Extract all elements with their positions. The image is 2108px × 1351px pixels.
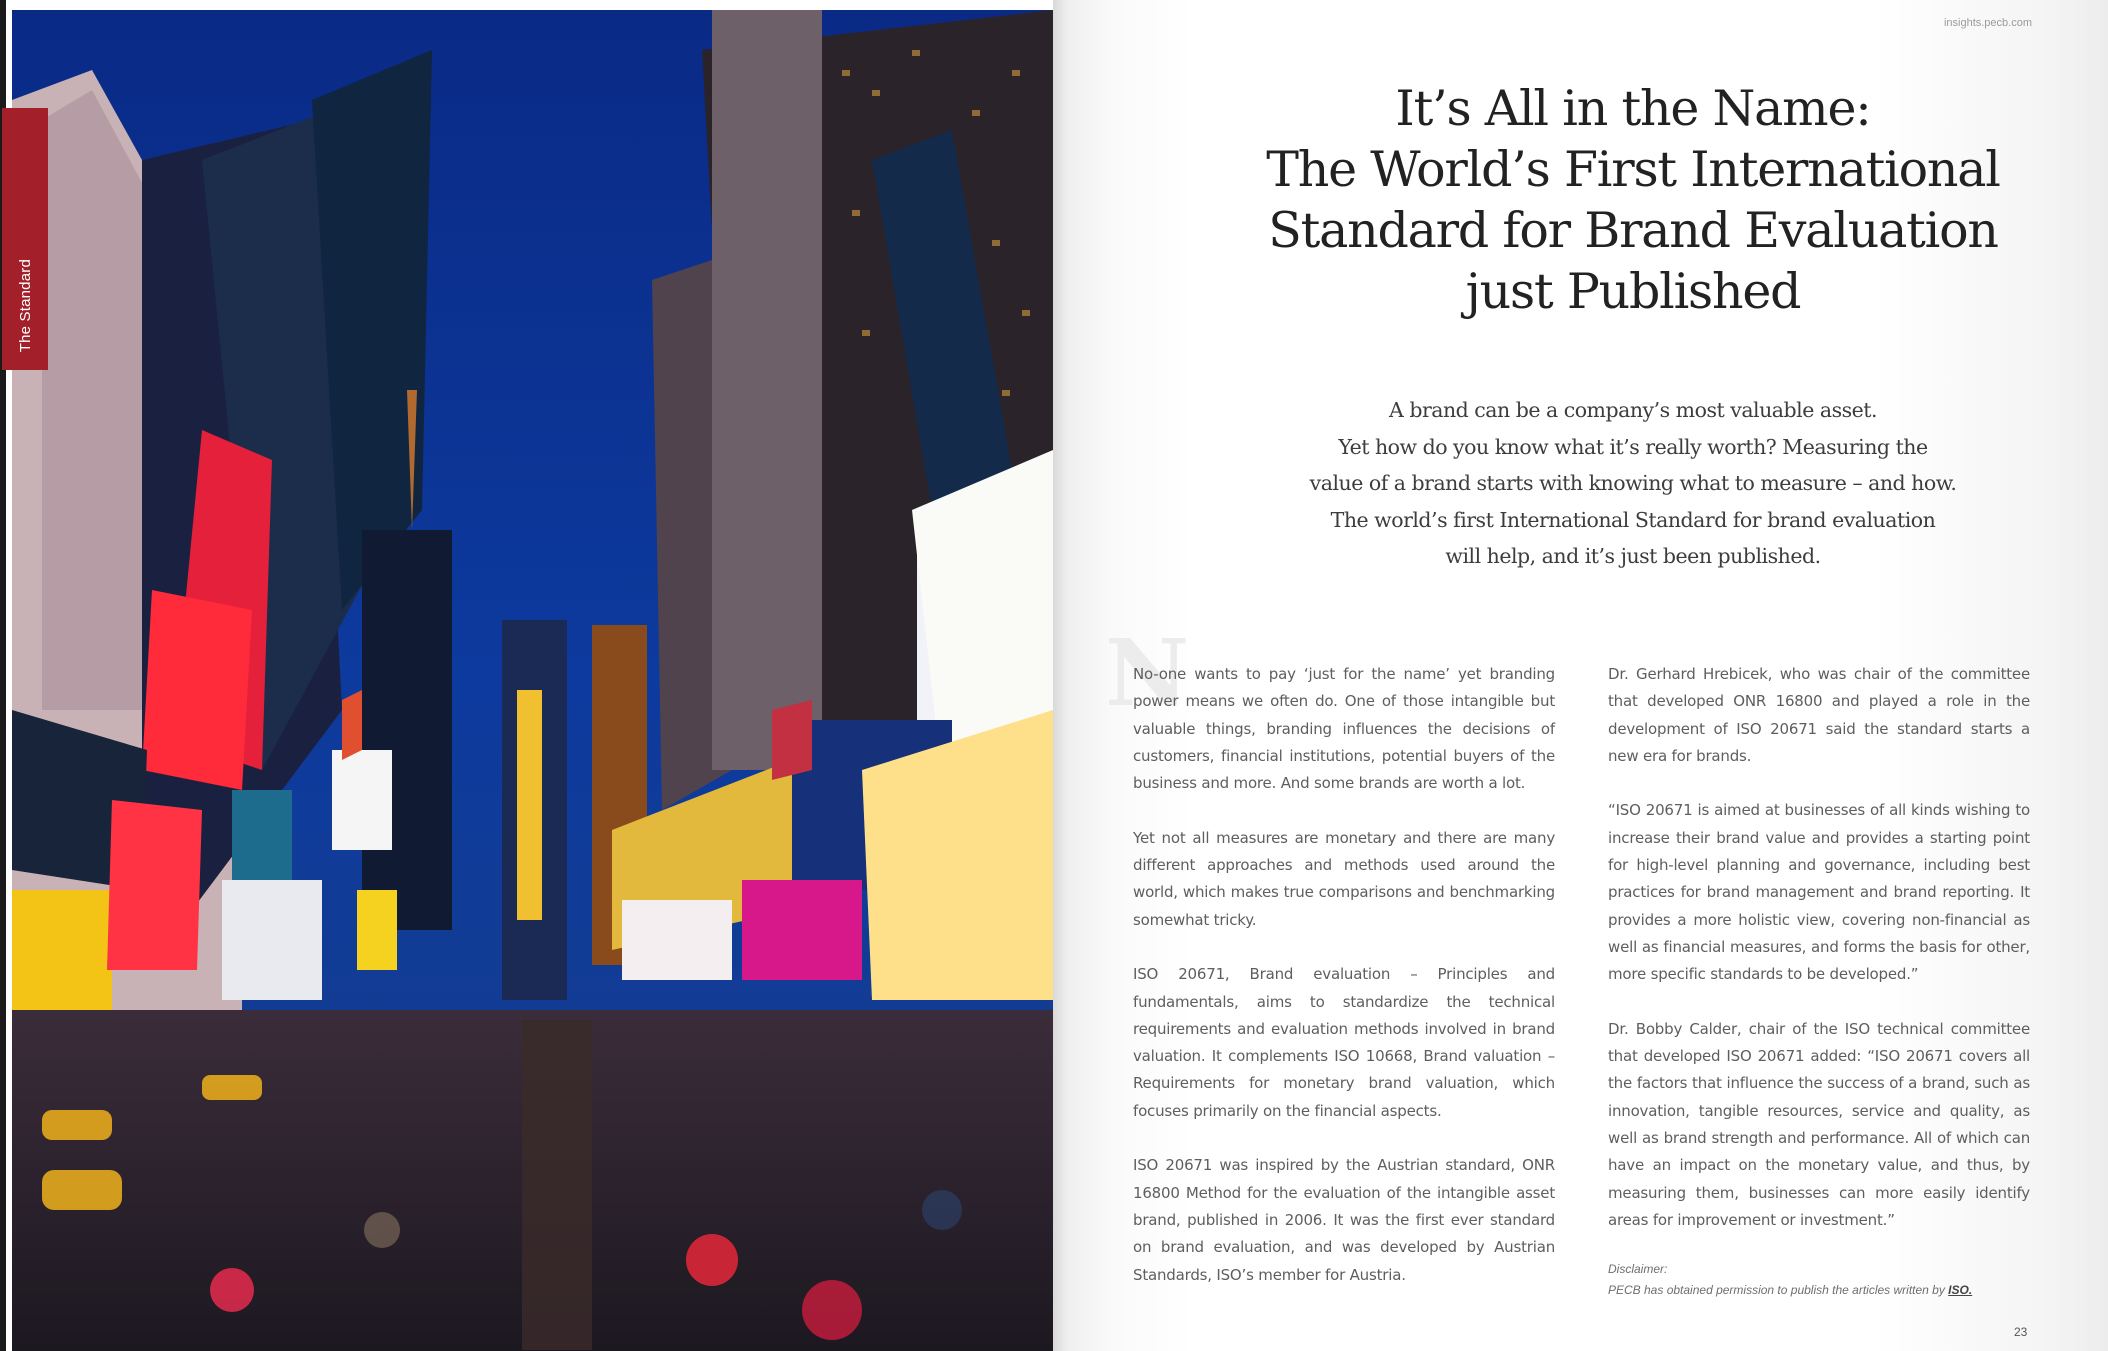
body-paragraph: “ISO 20671 is aimed at businesses of all kinds wishing to increase their brand value and provides a starting point for high-level planning and governance, including best practices for brand management and brand reporting. It provides a more holistic view, covering non-financial as well as financial measures, and forms the basis for other, more specific standards to be developed.” [1608, 801, 2030, 984]
times-square-photo [12, 10, 1053, 1351]
body-paragraph: Dr. Gerhard Hrebicek, who was chair of the committee that developed ONR 16800 and played a role in the development of ISO 20671 said the standard starts a new era for brands. [1608, 665, 2030, 765]
article-standfirst [1223, 392, 2043, 575]
left-page [0, 0, 1053, 1351]
standfirst-line: Yet how do you know what it’s really worth? Measuring the [1338, 434, 1928, 459]
standfirst-line: A brand can be a company’s most valuable asset. [1389, 398, 1877, 422]
title-line: The World’s First International [1266, 141, 2000, 198]
body-column-1 [1133, 661, 1555, 1316]
title-line: It’s All in the Name: [1395, 80, 1871, 137]
section-tab [2, 108, 48, 370]
drop-cap: N [1105, 619, 1190, 727]
iso-link[interactable]: ISO. [1948, 1283, 1973, 1297]
standfirst-line: The world’s first International Standard for brand evaluation [1330, 507, 1936, 532]
standfirst-line: will help, and it’s just been published. [1445, 544, 1821, 568]
body-column-2 [1608, 661, 2030, 1262]
body-paragraph: Yet not all measures are monetary and there are many different approaches and methods used around the world, which makes true comparisons and benchmarking somewhat tricky. [1133, 828, 1555, 929]
title-line: Standard for Brand Evaluation [1268, 202, 1998, 259]
standfirst-line: value of a brand starts with knowing what to measure – and how. [1309, 471, 1957, 495]
body-paragraph: Dr. Bobby Calder, chair of the ISO technical committee that developed ISO 20671 added: “ISO 20671 covers all the factors that influence the success of a brand, such as innovation, tangible resources, service and quality, as well as brand strength and performance. All of which can have an impact on the monetary value, and thus, by measuring them, businesses can more easily identify areas for improvement or investment.” [1608, 1019, 2030, 1229]
body-paragraph: ISO 20671, Brand evaluation – Principles and fundamentals, aims to standardize the technical requirements and evaluation methods involved in brand valuation. It complements ISO 10668, Brand valuation – Requirements for monetary brand valuation, which focuses primarily on the financial aspects. [1133, 965, 1555, 1120]
title-line: just Published [1465, 263, 1801, 320]
site-url: insights.pecb.com [1943, 17, 2032, 29]
body-paragraph: ISO 20671 was inspired by the Austrian standard, ONR 16800 Method for the evaluation of the intangible asset brand, published in 2006. It was the first ever standard on brand evaluation, and was developed by Austrian Standards, ISO’s member for Austria. [1133, 1156, 1555, 1284]
section-tab-label: The Standard [16, 258, 34, 352]
disclaimer [1608, 1259, 2088, 1301]
page-number: 23 [2014, 1325, 2028, 1339]
body-paragraph: No-one wants to pay ‘just for the name’ yet branding power means we often do. One of those intangible but valuable things, branding influences the decisions of customers, financial institutions, potential buyers of the business and more. And some brands are worth a lot. [1133, 665, 1555, 793]
disclaimer-heading: Disclaimer: [1608, 1262, 1668, 1276]
disclaimer-text-row [1608, 1280, 2088, 1301]
article-title [1203, 78, 2063, 322]
right-page [1053, 0, 2108, 1351]
disclaimer-text: PECB has obtained permission to publish the articles written by [1608, 1283, 1949, 1297]
